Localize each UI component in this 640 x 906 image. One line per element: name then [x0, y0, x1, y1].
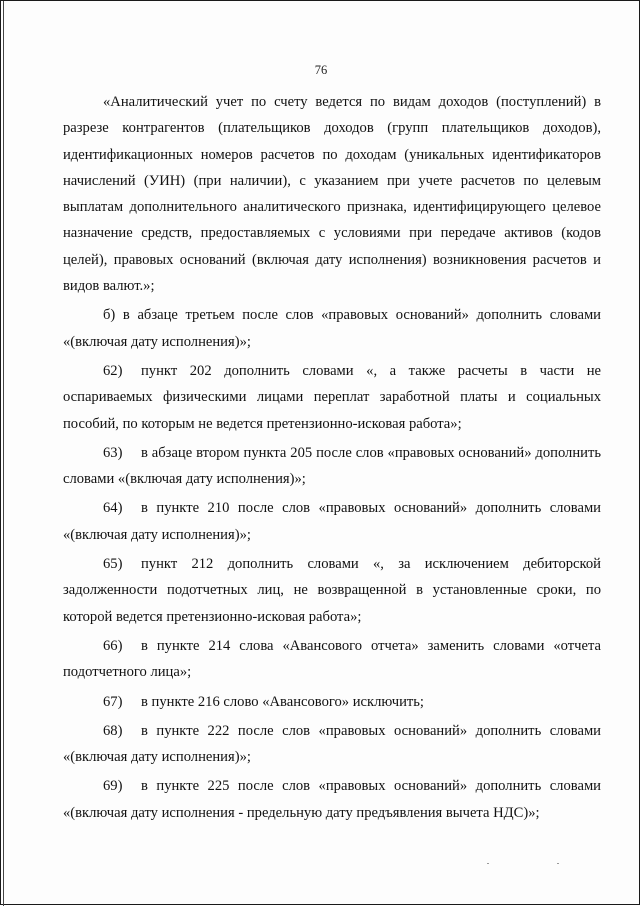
paragraph	[63, 302, 601, 355]
item-number: 64)	[103, 500, 123, 517]
paragraph-text: в абзаце втором пункта 205 после слов «правовых оснований» дополнить словами «(включая дату исполнения)»;	[63, 444, 601, 488]
scan-edge	[3, 1, 4, 906]
paragraph-text: в пункте 216 слово «Авансового» исключить;	[141, 693, 424, 710]
item-number: 69)	[103, 778, 123, 795]
paragraph-text: б) в абзаце третьем после слов «правовых оснований» дополнить словами «(включая дату исполнения)»;	[63, 307, 601, 350]
paragraph	[63, 495, 601, 548]
paragraph	[63, 89, 601, 299]
document-body	[63, 89, 601, 826]
item-number: 66)	[103, 637, 123, 654]
paragraph	[63, 773, 601, 826]
paragraph	[63, 551, 601, 630]
paragraph-text: в пункте 222 после слов «правовых оснований» дополнить словами «(включая дату исполнения)»;	[63, 722, 601, 766]
item-number: 67)	[103, 693, 123, 710]
paragraph	[63, 633, 601, 686]
page-number: 76	[314, 63, 328, 77]
paragraph	[63, 689, 601, 715]
paragraph-text: в пункте 225 после слов «правовых оснований» дополнить словами «(включая дату исполнения - предельную дату предъявления вычета НДС)»;	[63, 778, 601, 821]
item-number: 63)	[103, 444, 123, 461]
paragraph-text: в пункте 210 после слов «правовых оснований» дополнить словами «(включая дату исполнения)»;	[63, 500, 601, 543]
paragraph-text: в пункте 214 слова «Авансового отчета» заменить словами «отчета подотчетного лица»;	[63, 637, 601, 681]
item-number: 68)	[103, 722, 123, 739]
paragraph-text: пункт 202 дополнить словами «, а также расчеты в части не оспариваемых физическими лицами переплат заработной платы и социальных пособий, по которым не ведется претензионно-исковая работа»;	[63, 362, 601, 432]
item-number: 65)	[103, 556, 123, 573]
paragraph	[63, 358, 601, 437]
paragraph-text: пункт 212 дополнить словами «, за исключением дебиторской задолженности подотчетных лиц, не возвращенной в установленные сроки, по которой ведется претензионно-исковая работа»;	[63, 556, 601, 625]
item-number: 62)	[103, 362, 123, 379]
paragraph	[63, 718, 601, 771]
scan-speck	[557, 863, 559, 864]
paragraph	[63, 440, 601, 493]
scan-speck	[487, 863, 489, 864]
paragraph-text: «Аналитический учет по счету ведется по видам доходов (поступлений) в разрезе контрагентов (плательщиков доходов (групп плательщиков доходов), идентификационных номеров расчетов по доходам (уникальных идентификаторов начислений (УИН) (при наличии), с указанием при учете расчетов по целевым выплатам дополнительного аналитического признака, идентифицирующего целевое назначение средств, предоставляемых с условиями при передаче активов (кодов целей), правовых оснований (включая дату исполнения) возникновения расчетов и видов валют.»;	[63, 94, 601, 295]
